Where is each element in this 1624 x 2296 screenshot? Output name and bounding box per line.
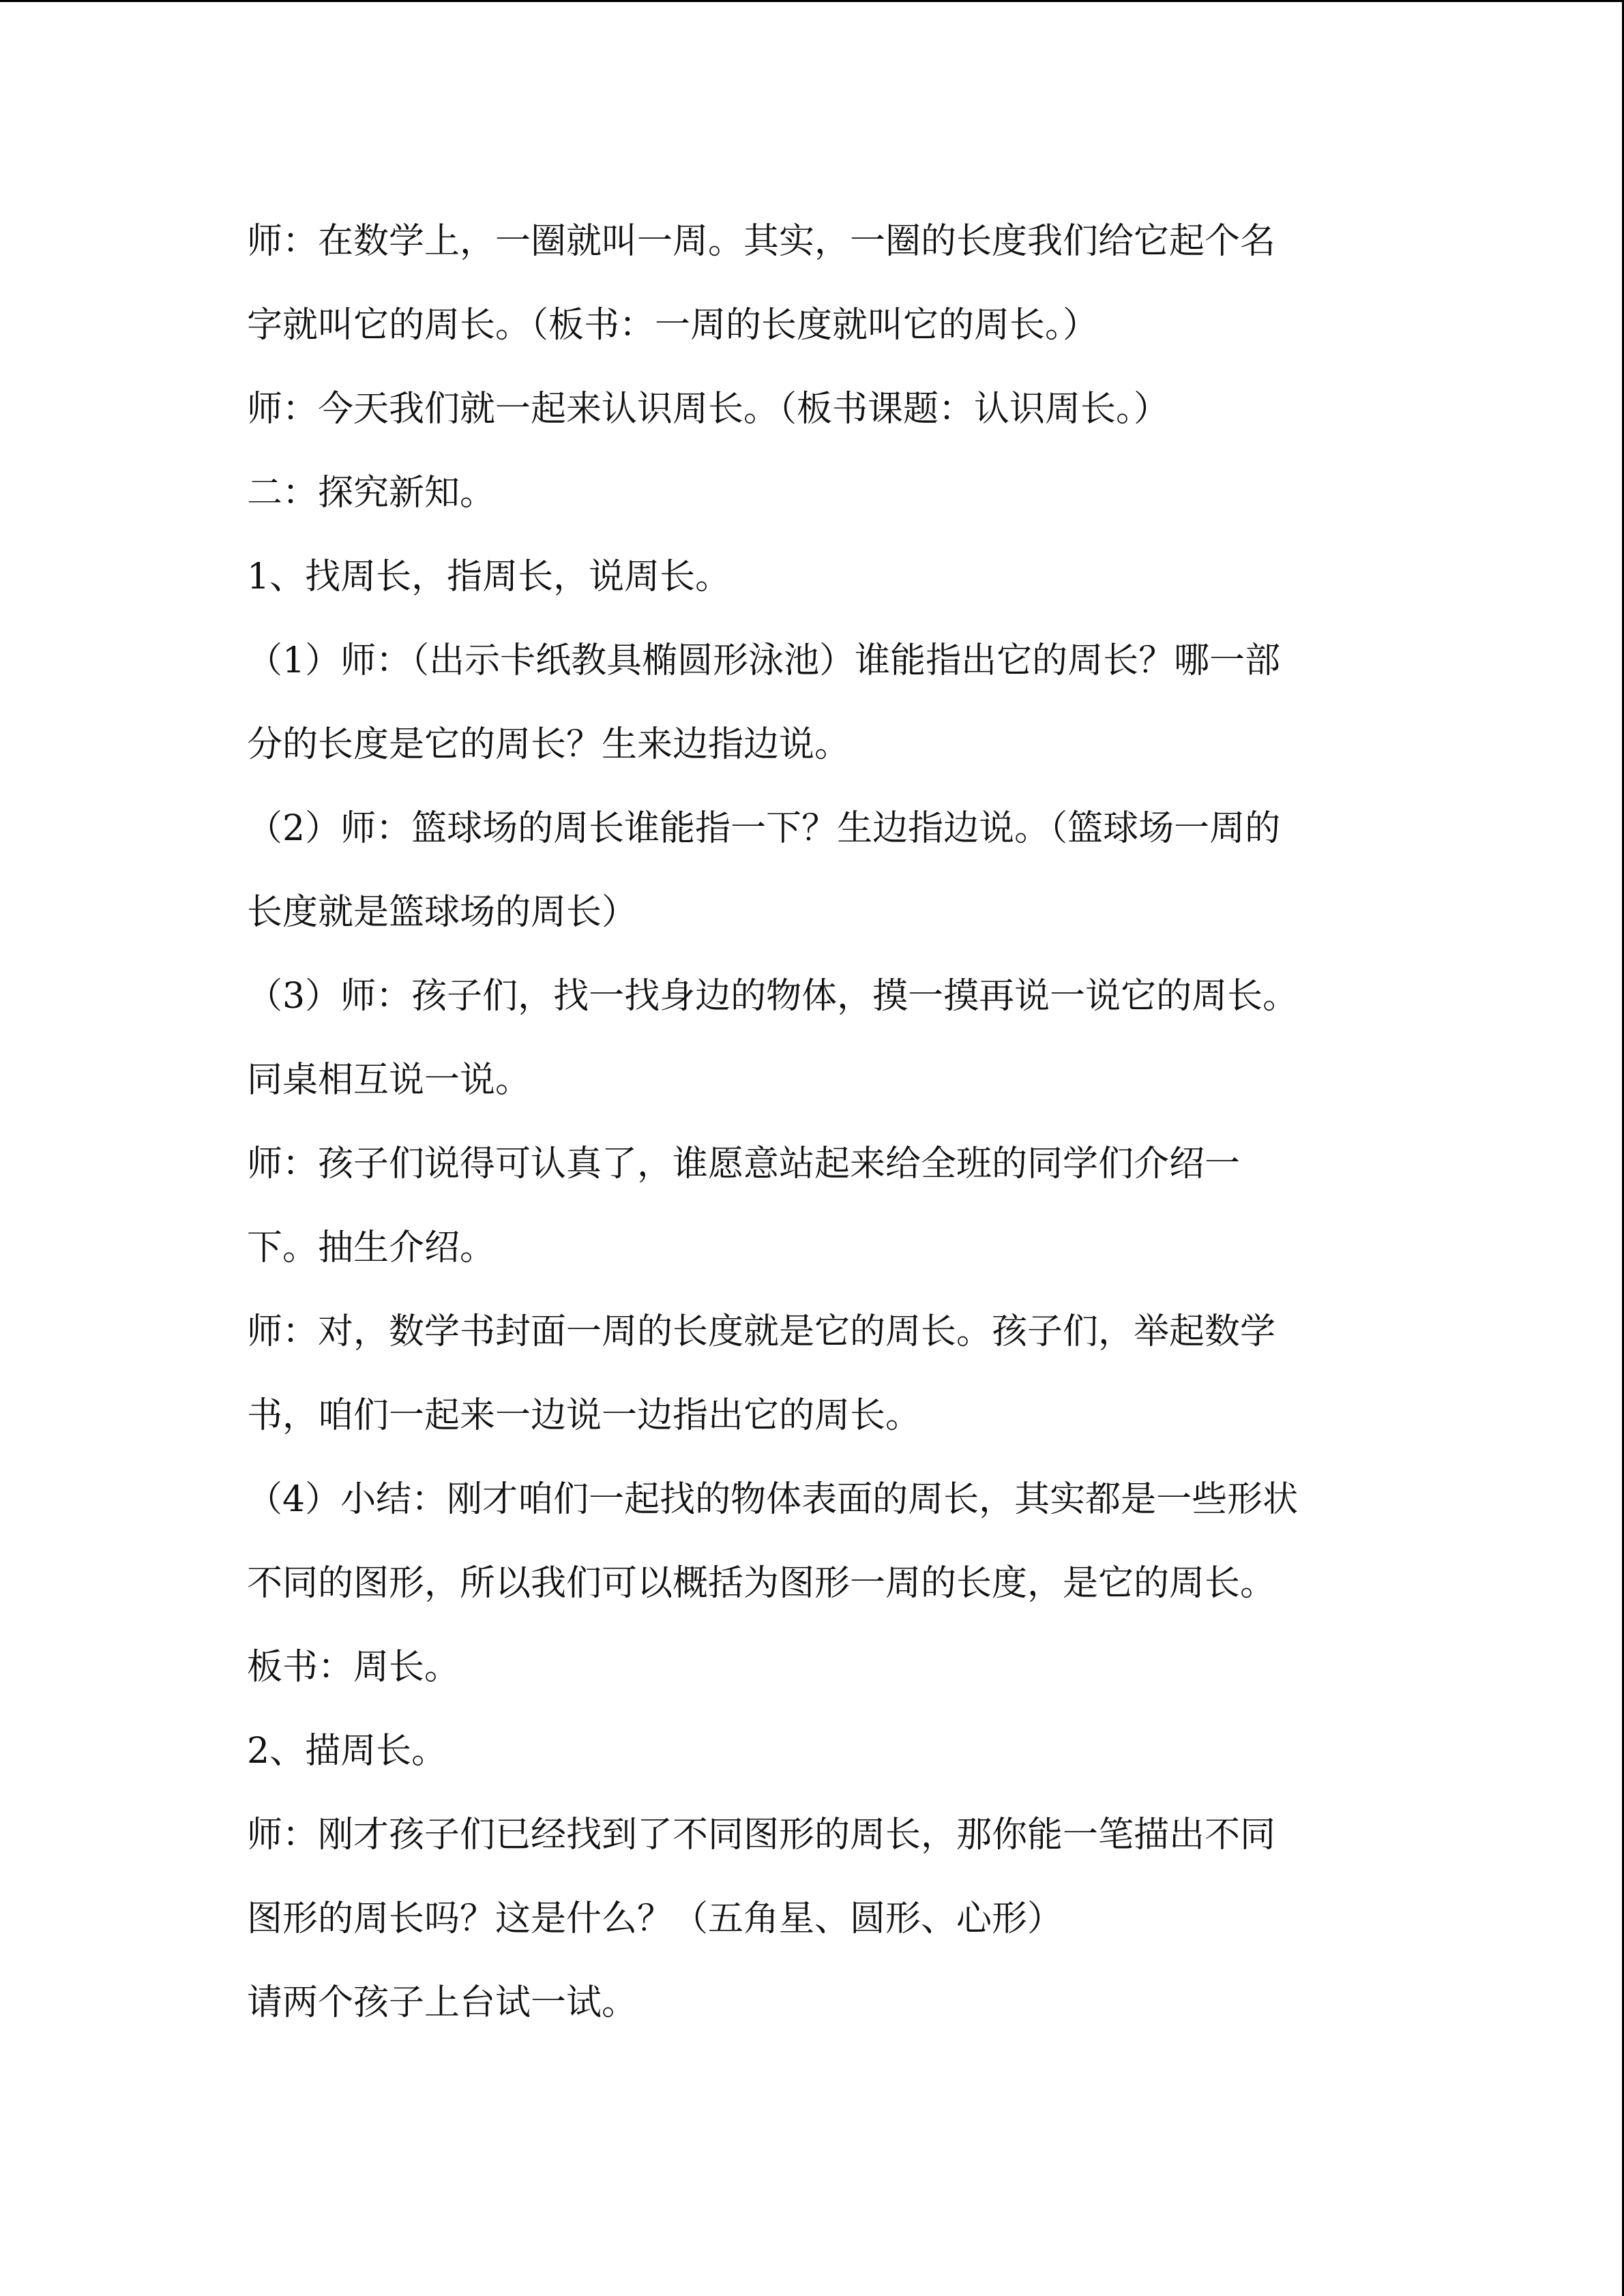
- paragraph-line: 板书：周长。: [247, 1647, 460, 1688]
- paragraph-line: 师：对，数学书封面一周的长度就是它的周长。孩子们，举起数学: [247, 1311, 1276, 1352]
- paragraph-line: 图形的周长吗？这是什么？（五角星、圆形、心形）: [247, 1898, 1063, 1939]
- paragraph-line: 请两个孩子上台试一试。: [247, 1982, 638, 2023]
- paragraph-line: 长度就是篮球场的周长）: [247, 892, 638, 933]
- document-body: [247, 200, 1420, 2045]
- paragraph-line: （3）师：孩子们，找一找身边的物体，摸一摸再说一说它的周长。: [247, 976, 1299, 1017]
- paragraph-line: 不同的图形，所以我们可以概括为图形一周的长度，是它的周长。: [247, 1563, 1276, 1604]
- paragraph-line: （1）师：（出示卡纸教具椭圆形泳池）谁能指出它的周长？哪一部: [247, 640, 1281, 681]
- paragraph-line: 师：在数学上，一圈就叫一周。其实，一圈的长度我们给它起个名: [247, 221, 1276, 262]
- subsection-heading: 1、找周长，指周长，说周长。: [247, 556, 731, 597]
- paragraph-line: 书，咱们一起来一边说一边指出它的周长。: [247, 1395, 921, 1436]
- paragraph-line: 下。抽生介绍。: [247, 1227, 496, 1268]
- paragraph-line: （4）小结：刚才咱们一起找的物体表面的周长，其实都是一些形状: [247, 1479, 1299, 1520]
- paragraph-line: （2）师：篮球场的周长谁能指一下？生边指边说。（篮球场一周的: [247, 808, 1281, 849]
- paragraph-line: 师：刚才孩子们已经找到了不同图形的周长，那你能一笔描出不同: [247, 1815, 1276, 1855]
- subsection-heading: 2、描周长。: [247, 1731, 447, 1772]
- paragraph-line: 师：今天我们就一起来认识周长。（板书课题：认识周长。）: [247, 389, 1170, 430]
- paragraph-line: 分的长度是它的周长？生来边指边说。: [247, 724, 851, 765]
- paragraph-line: 师：孩子们说得可认真了，谁愿意站起来给全班的同学们介绍一: [247, 1144, 1241, 1184]
- paragraph-line: 字就叫它的周长。（板书：一周的长度就叫它的周长。）: [247, 305, 1099, 346]
- section-heading: 二：探究新知。: [247, 473, 496, 513]
- paragraph-line: 同桌相互说一说。: [247, 1060, 531, 1101]
